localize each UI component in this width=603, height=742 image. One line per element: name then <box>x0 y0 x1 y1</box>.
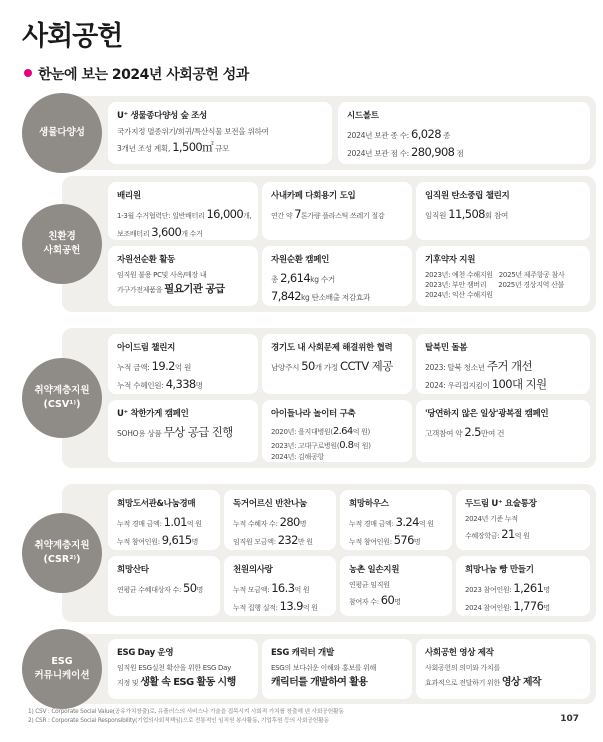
row-eco <box>22 176 596 312</box>
card-title: U⁺ 착한가게 캠페인 <box>117 409 189 419</box>
card-text: 2024년 기준 누적 <box>465 515 518 523</box>
card-title: 두드림 U⁺ 요술통장 <box>465 499 537 509</box>
card-text <box>271 676 403 689</box>
card-text: 2023 참여인원: 1,261명 <box>465 581 550 595</box>
card-title: 자원순환 캠페인 <box>271 255 330 265</box>
card-value: 7,842 <box>271 288 301 303</box>
card-title: 시드볼트 <box>347 111 379 121</box>
card-hope-santa <box>108 556 220 616</box>
card-text: 누적 경매 금액: 3.24억 원 <box>349 515 434 529</box>
card-carbon-challenge <box>416 182 590 240</box>
card-text: 2024년 보관 종 수: 6,028 종 <box>347 127 451 141</box>
card-value: 7 <box>294 207 301 221</box>
card-title: 임직원 탄소중립 챌린지 <box>425 191 510 201</box>
card-resource-campaign <box>262 246 412 306</box>
card-text: SOHO용 상품 무상 공급 진행 <box>117 425 233 439</box>
card-thousand-won <box>224 556 336 616</box>
category-circle-biodiversity: 생물다양성 <box>22 93 102 173</box>
card-text: 2023년: 고대구로병원(0.8억 원) <box>271 440 371 451</box>
pink-bullet-icon <box>24 69 32 77</box>
card-text: 누적 참여인원: 9,615명 <box>117 532 199 547</box>
card-text: 2023년: 예천 수해지원 2025년 제주항공 참사 <box>425 271 565 279</box>
card-highlight: 영상 제작 <box>501 677 541 689</box>
card-value: 50 <box>183 581 197 595</box>
card-value: 50 <box>301 359 315 373</box>
card-value: 3.24 <box>395 515 419 529</box>
card-text: 누적 금액: 19.2억 원 <box>117 359 192 373</box>
card-title: 사회공헌 영상 제작 <box>425 648 494 658</box>
card-esg-character <box>262 639 412 699</box>
card-seed-vault <box>338 102 590 164</box>
card-value: 2.64 <box>332 426 353 437</box>
row-csr <box>22 484 596 622</box>
card-title: ESG 캐릭터 개발 <box>271 648 334 658</box>
card-value: 1,261 <box>513 581 544 595</box>
card-value: 1,500㎡ <box>172 139 214 154</box>
card-text: 누적 참여인원: 576명 <box>349 532 421 547</box>
card-farm-support <box>340 556 452 616</box>
category-circle-csr: 취약계층지원 (CSR²⁾) <box>22 513 102 593</box>
footnote-csv: 1) CSV : Corporate Social Value(공유가치창출)로, 유플러스의 서비스나 기술을 접목시켜 사회적 가치를 창출해 낸 사회공헌활동 <box>28 709 344 715</box>
card-text: 2023년: 부안 잼버리 2025년 경상지역 산불 <box>425 281 564 290</box>
card-text: 참여자 수: 60명 <box>349 593 401 608</box>
card-climate-support <box>416 246 590 306</box>
card-value: 13.9 <box>279 598 303 613</box>
card-title: 탈북민 돌봄 <box>425 343 468 353</box>
card-title: U⁺ 생물종다양성 숲 조성 <box>117 111 207 121</box>
card-title: 사내카페 다회용기 도입 <box>271 191 356 201</box>
card-value: 576 <box>393 532 414 547</box>
card-text: 1-3월 수거협력단: 일반배터리 16,000개, <box>117 207 252 221</box>
page-number: 107 <box>560 714 579 724</box>
card-highlight: 주거 개선 <box>486 359 532 373</box>
row-csv <box>22 328 596 468</box>
category-circle-eco: 친환경 사회공헌 <box>22 204 102 284</box>
card-text: 누적 수혜인원: 4,338명 <box>117 376 203 391</box>
card-value: 19.2 <box>151 359 175 373</box>
card-value: 1.01 <box>163 515 187 529</box>
category-circle-csv: 취약계층지원 (CSV¹⁾) <box>22 358 102 438</box>
card-text: 지정 및 생활 속 ESG 활동 시행 <box>117 677 236 689</box>
card-title: 희망산타 <box>117 565 149 575</box>
card-title: 천원의사랑 <box>233 565 273 575</box>
card-highlight: 무상 공급 진행 <box>163 425 233 439</box>
card-text: 가구가전제품을 필요기관 공급 <box>117 283 225 296</box>
card-hope-library <box>108 490 220 550</box>
card-battery <box>108 182 258 240</box>
card-text: 2024: 우리집지킴이 100대 지원 <box>425 376 547 391</box>
card-text: 보조배터리 3,600개 수거 <box>117 224 203 239</box>
card-title: 희망도서관&나눔경매 <box>117 499 196 509</box>
card-value: 232 <box>277 532 298 547</box>
card-text: 연평균 수혜대상자 수: 50명 <box>117 581 203 595</box>
card-value: 9,615 <box>161 532 192 547</box>
card-daily-campaign <box>416 400 590 462</box>
card-value: 11,508 <box>448 207 485 221</box>
card-value: 280 <box>279 515 300 529</box>
footnote-csr: 2) CSR : Corporate Social Responsibility(기업의사회적책임)으로 전통적인 임직원 봉사활동, 기업후원 등의 사회공헌활동 <box>28 718 329 725</box>
card-value: 4,338 <box>165 376 196 391</box>
card-value: 16.3 <box>271 581 295 595</box>
card-hope-house <box>340 490 452 550</box>
card-title: 기후약자 지원 <box>425 255 476 265</box>
card-resource-recycle <box>108 246 258 306</box>
card-title: 독거어르신 반찬나눔 <box>233 499 307 509</box>
card-text: 2024년: 익산 수해지원 <box>425 291 493 300</box>
card-title: 경기도 내 사회문제 해결위한 협력 <box>271 343 393 353</box>
card-dream-bankbook <box>456 490 590 550</box>
card-title: '당연하지 않은 일상'광복절 캠페인 <box>425 409 549 419</box>
card-value: 0.8 <box>339 440 354 451</box>
card-biodiversity-forest <box>108 102 332 164</box>
card-highlight: 필요기관 공급 <box>164 283 225 296</box>
card-text: 2024년 보관 점 수: 280,908 점 <box>347 144 464 159</box>
card-text: 7,842kg 탄소배출 저감효과 <box>271 288 371 303</box>
card-text: 연간 약 7톤가량 플라스틱 쓰레기 절감 <box>271 207 385 221</box>
card-kind-store <box>108 400 258 462</box>
footnotes <box>28 708 344 727</box>
card-cafe-cup <box>262 182 412 240</box>
card-text: 2024년: 김해공항 <box>271 453 324 461</box>
card-highlight: 생활 속 ESG 활동 시행 <box>140 677 236 689</box>
row-biodiversity <box>22 96 596 170</box>
card-highlight: 캐릭터를 개발하여 활용 <box>271 677 368 689</box>
card-text: 수혜장학금: 21억 원 <box>465 527 530 542</box>
card-title: 자원선순환 활동 <box>117 255 176 265</box>
card-text: ESG의 보다쉬운 이해와 홍보를 위해 <box>271 664 377 672</box>
card-text: 임직원 11,508회 참여 <box>425 207 509 221</box>
card-highlight: 100대 지원 <box>491 376 547 391</box>
card-title: 농촌 일손지원 <box>349 565 400 575</box>
card-value: 60 <box>380 593 395 608</box>
card-gyeonggi <box>262 334 412 394</box>
card-title: 배리원 <box>117 191 141 201</box>
card-text: 국가지정 멸종위기/희귀/특산식물 보전을 위하여 <box>117 127 269 136</box>
card-value: 280,908 <box>411 144 455 159</box>
card-text: 사회공헌의 의미와 가치를 <box>425 664 500 672</box>
section-heading-text: 한눈에 보는 2024년 사회공헌 성과 <box>38 67 249 83</box>
card-title: 아이드림 챌린지 <box>117 343 176 353</box>
card-value: 16,000 <box>206 207 244 221</box>
card-text: 2024 참여인원: 1,776명 <box>465 598 550 613</box>
category-circle-esg: ESG 커뮤니케이션 <box>22 629 102 709</box>
card-title: 아이들나라 놀이터 구축 <box>271 409 356 419</box>
card-title: ESG Day 운영 <box>117 648 174 658</box>
card-text: 남양주시 50개 가정 CCTV 제공 <box>271 359 393 373</box>
card-title: 희망나눔 빵 만들기 <box>465 565 534 575</box>
card-value: 3,600 <box>151 224 182 239</box>
card-playground <box>262 400 412 462</box>
card-text: 2020년: 을지대병원(2.64억 원) <box>271 426 370 437</box>
card-bread-making <box>456 556 590 616</box>
card-value: 6,028 <box>411 127 441 141</box>
card-value: 2,614 <box>280 271 311 285</box>
card-esg-day <box>108 639 258 699</box>
card-text: 누적 집행 실적: 13.9억 원 <box>233 598 318 613</box>
card-highlight: CCTV 제공 <box>340 359 393 373</box>
card-text: 임직원 불용 PC및 사옥/매장 내 <box>117 271 207 279</box>
card-text: 총 2,614kg 수거 <box>271 271 335 285</box>
section-heading <box>24 64 249 84</box>
card-esg-video <box>416 639 590 699</box>
card-text: 2023: 탈북 청소년 주거 개선 <box>425 359 532 373</box>
card-text: 임직원 모금액: 232만 원 <box>233 532 313 547</box>
card-text: 임직원 ESG실천 확산을 위한 ESG Day <box>117 664 231 672</box>
row-esg <box>22 634 596 704</box>
card-text: 누적 경매 금액: 1.01억 원 <box>117 515 202 529</box>
card-text: 효과적으로 전달하기 위한 영상 제작 <box>425 677 541 689</box>
card-side-dish <box>224 490 336 550</box>
card-value: 1,776 <box>513 598 544 613</box>
card-text: 고객참여 약 2.5만여 건 <box>425 425 505 439</box>
card-text: 연평균 임직원 <box>349 581 390 589</box>
card-defector-care <box>416 334 590 394</box>
card-text: 3개년 조성 계획, 1,500㎡ 규모 <box>117 139 230 154</box>
card-idream <box>108 334 258 394</box>
card-value: 2.5 <box>464 425 481 439</box>
card-text: 누적 수혜자 수: 280명 <box>233 515 307 529</box>
card-title: 희망하우스 <box>349 499 389 509</box>
card-value: 21 <box>501 527 515 542</box>
page-title: 사회공헌 <box>22 21 123 52</box>
card-text: 누적 모금액: 16.3억 원 <box>233 581 310 595</box>
